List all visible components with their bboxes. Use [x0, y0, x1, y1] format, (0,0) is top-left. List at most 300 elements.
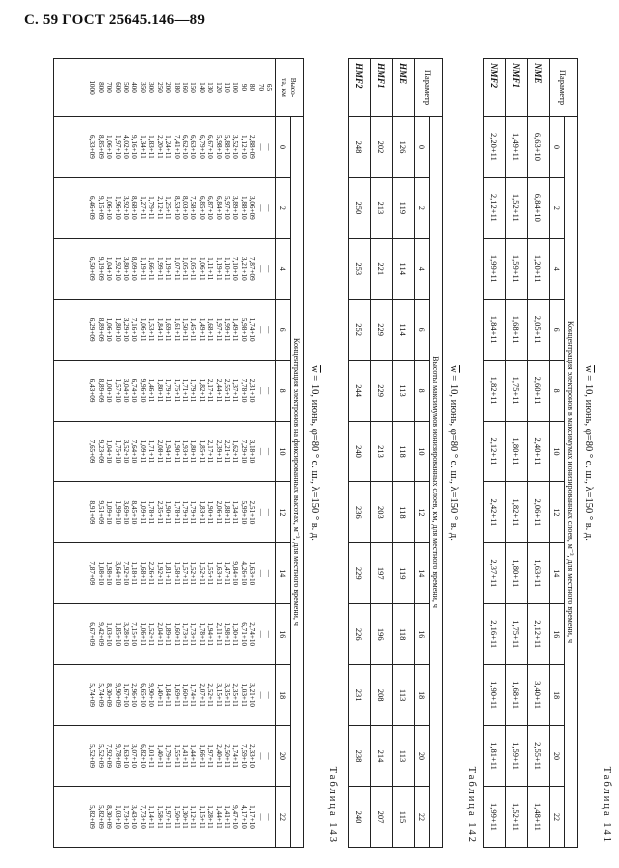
- concentration-value: 1,97+11: [214, 317, 223, 342]
- concentration-value: 2,12+11: [155, 196, 164, 220]
- concentration-value: —: [265, 752, 273, 760]
- table-142-label: Таблица 142: [466, 766, 477, 844]
- concentration-value: 1,73+11: [189, 622, 198, 646]
- value-cell: 240: [349, 786, 371, 847]
- concentration-value: 1,80+11: [189, 439, 198, 464]
- concentration-value: 1,07+11: [172, 256, 181, 281]
- concentration-value: 9,90+09: [113, 683, 122, 708]
- table-142-subtitle: $\overline{w} = 10$, июнь, φ=80 ° с. ш., λ=150 ° в. д.: [448, 365, 459, 541]
- concentration-value: 1,97+11: [164, 805, 173, 829]
- concentration-value: 1,06+10: [105, 317, 114, 342]
- value-cell: 203: [371, 482, 393, 543]
- concentration-value: 1,83+11: [197, 500, 206, 525]
- concentration-value: —: [265, 143, 273, 151]
- hour-header-cell: 14: [276, 543, 291, 604]
- value-cell: 1,20+11: [528, 238, 550, 299]
- hour-header-cell: 10: [415, 421, 430, 482]
- concentration-value: 4,17+10: [239, 805, 248, 829]
- concentration-column-cell: [54, 117, 276, 178]
- param-name-cell: NMF1: [506, 59, 528, 117]
- height-value: 100: [231, 82, 240, 93]
- concentration-value: 1,97+11: [206, 744, 215, 768]
- value-cell: 236: [349, 482, 371, 543]
- concentration-value: 1,34+11: [231, 500, 240, 525]
- value-cell: 250: [349, 177, 371, 238]
- hour-header-cell: 4: [415, 238, 430, 299]
- concentration-value: 1,44+11: [214, 805, 223, 829]
- concentration-value: 1,82+11: [197, 378, 206, 403]
- hour-header-cell: 18: [415, 665, 430, 726]
- concentration-value: 2,11+11: [214, 622, 223, 646]
- concentration-value: 1,09+10: [105, 500, 114, 525]
- value-cell: 229: [371, 299, 393, 360]
- concentration-value: 1,78+11: [147, 500, 156, 525]
- concentration-value: 1,09+11: [138, 439, 147, 464]
- concentration-value: 1,75+11: [172, 378, 181, 403]
- value-cell: 252: [349, 299, 371, 360]
- concentration-value: 2,88+09: [248, 135, 257, 159]
- concentration-value: 1,12+10: [239, 135, 248, 159]
- value-cell: 118: [393, 604, 415, 665]
- hour-header-cell: 18: [550, 665, 565, 726]
- concentration-value: 2,33+10: [248, 744, 257, 768]
- value-cell: 248: [349, 117, 371, 178]
- concentration-value: 8,68+10: [130, 195, 139, 220]
- table-142-body: [349, 59, 415, 848]
- concentration-value: 6,85+10: [197, 195, 206, 220]
- concentration-value: 6,29+09: [88, 317, 97, 342]
- table-141: [483, 58, 578, 848]
- hour-header-cell: 0: [415, 117, 430, 178]
- concentration-value: 1,79+11: [147, 196, 156, 220]
- value-cell: 1,99+11: [484, 238, 506, 299]
- concentration-value: —: [256, 204, 265, 212]
- concentration-value: 3,35+11: [222, 683, 231, 707]
- hour-header-cell: 8: [415, 360, 430, 421]
- concentration-value: —: [265, 813, 273, 821]
- concentration-value: 7,59+10: [239, 744, 248, 768]
- concentration-value: 1,28+11: [206, 805, 215, 829]
- hour-header-cell: 14: [550, 543, 565, 604]
- concentration-value: 1,14+11: [147, 805, 156, 829]
- concentration-value: 1,15+11: [197, 805, 206, 829]
- concentration-value: 6,63+10: [189, 135, 198, 159]
- concentration-value: —: [265, 508, 273, 516]
- height-value: 70: [256, 83, 265, 92]
- table-141-body: [484, 59, 550, 848]
- value-cell: 2,12+11: [484, 177, 506, 238]
- concentration-column-cell: [54, 360, 276, 421]
- concentration-value: 1,81+11: [164, 561, 173, 586]
- concentration-value: 1,19+11: [214, 256, 223, 281]
- table-row: [506, 59, 528, 848]
- concentration-value: 1,18+11: [130, 561, 139, 586]
- param-name-cell: HMF1: [371, 59, 393, 117]
- concentration-value: 3,52+10: [231, 135, 240, 159]
- value-cell: 229: [371, 360, 393, 421]
- concentration-value: 1,10+11: [222, 256, 231, 281]
- concentration-value: 9,84+10: [231, 561, 240, 586]
- concentration-value: 1,75+10: [113, 439, 122, 464]
- concentration-column-cell: [54, 786, 276, 847]
- value-cell: 1,99+11: [484, 786, 506, 847]
- concentration-column-cell: [54, 299, 276, 360]
- concentration-value: 1,30+11: [231, 622, 240, 646]
- concentration-value: 1,44+11: [189, 744, 198, 768]
- rotated-page-content: [37, 58, 612, 848]
- concentration-value: 1,98+10: [105, 561, 114, 586]
- height-value: 600: [113, 82, 122, 93]
- concentration-value: 1,84+11: [155, 317, 164, 342]
- concentration-value: 2,17+11: [206, 378, 215, 403]
- concentration-value: —: [256, 630, 265, 638]
- concentration-value: 3,69+10: [122, 500, 131, 525]
- table-row: [371, 59, 393, 848]
- hour-header-cell: 22: [550, 786, 565, 847]
- value-cell: 1,81+11: [484, 726, 506, 787]
- concentration-value: 1,66+11: [197, 744, 206, 768]
- concentration-value: 5,88+10: [222, 135, 231, 159]
- table-row: [484, 59, 506, 848]
- concentration-value: 1,47+11: [222, 561, 231, 586]
- hour-header-cell: 2: [415, 177, 430, 238]
- concentration-value: 9,19+09: [96, 256, 105, 281]
- value-cell: 1,75+11: [506, 604, 528, 665]
- concentration-value: 2,26+11: [147, 561, 156, 586]
- concentration-value: 2,20+11: [155, 135, 164, 159]
- value-cell: 114: [393, 299, 415, 360]
- value-cell: 2,60+11: [528, 360, 550, 421]
- hour-header-cell: 12: [276, 482, 291, 543]
- concentration-value: 5,82+09: [96, 805, 105, 829]
- concentration-value: 2,39+11: [214, 439, 223, 464]
- concentration-value: 1,41+11: [222, 805, 231, 829]
- concentration-value: 1,05+11: [189, 256, 198, 281]
- table-caption: Концентрация электронов на фиксированных высотах, м⁻³, для местного времени, ч: [291, 117, 304, 848]
- concentration-value: 8,03+10: [180, 195, 189, 220]
- concentration-value: 7,41+10: [172, 135, 181, 159]
- concentration-value: 6,62+10: [180, 135, 189, 159]
- concentration-value: 1,17+10: [248, 805, 257, 829]
- hour-header-cell: 20: [276, 726, 291, 787]
- page-header: С. 59 ГОСТ 25645.146—89: [24, 12, 206, 28]
- concentration-value: 5,52+09: [96, 744, 105, 768]
- concentration-value: 1,79+11: [164, 744, 173, 768]
- concentration-value: 8,89+09: [96, 378, 105, 403]
- concentration-value: 5,98+10: [239, 317, 248, 342]
- concentration-value: 1,00+10: [105, 378, 114, 403]
- concentration-value: 7,58+10: [189, 195, 198, 220]
- hour-header-cell: 22: [276, 786, 291, 847]
- concentration-value: 2,17+11: [206, 439, 215, 464]
- concentration-value: 1,57+11: [180, 561, 189, 586]
- concentration-value: 1,74+11: [231, 744, 240, 768]
- height-value: 200: [164, 82, 173, 93]
- concentration-value: 2,35+11: [231, 683, 240, 707]
- concentration-value: 1,49+11: [231, 317, 240, 342]
- concentration-value: 1,73+10: [122, 805, 131, 829]
- concentration-value: 3,18+10: [248, 439, 257, 464]
- value-cell: 226: [349, 604, 371, 665]
- table-141-subtitle: $\overline{w} = 10$, июнь, φ=80 ° с. ш., λ=150 ° в. д.: [583, 365, 594, 541]
- value-cell: 126: [393, 117, 415, 178]
- height-value: 110: [222, 82, 231, 93]
- concentration-value: —: [256, 691, 265, 699]
- concentration-value: 7,10+10: [231, 256, 240, 281]
- concentration-value: 1,52+11: [197, 561, 206, 586]
- hour-header-cell: 0: [550, 117, 565, 178]
- value-cell: 238: [349, 726, 371, 787]
- value-cell: 118: [393, 421, 415, 482]
- value-cell: 229: [349, 543, 371, 604]
- concentration-value: 1,94+11: [164, 439, 173, 464]
- height-value: 120: [214, 82, 223, 93]
- concentration-value: 3,89+10: [231, 195, 240, 220]
- value-cell: 2,55+11: [528, 726, 550, 787]
- concentration-value: 1,80+11: [155, 378, 164, 403]
- concentration-value: 6,67+10: [206, 135, 215, 159]
- value-cell: 6,63+10: [528, 117, 550, 178]
- value-cell: 253: [349, 238, 371, 299]
- value-cell: 1,84+11: [484, 299, 506, 360]
- concentration-value: 1,06+11: [138, 622, 147, 646]
- concentration-value: 1,69+11: [164, 317, 173, 342]
- concentration-value: 1,25+11: [164, 196, 173, 220]
- concentration-value: 1,04+10: [105, 439, 114, 464]
- concentration-value: 2,04+11: [155, 622, 164, 646]
- concentration-value: 9,16+10: [130, 135, 139, 159]
- hours-header-row: [415, 59, 430, 848]
- concentration-value: 1,68+11: [206, 317, 215, 342]
- concentration-value: 1,01+11: [147, 744, 156, 768]
- param-name-cell: NME: [528, 59, 550, 117]
- concentration-value: 6,84+10: [214, 195, 223, 220]
- concentration-value: 1,06+10: [105, 135, 114, 159]
- value-cell: 1,68+11: [506, 299, 528, 360]
- concentration-column-cell: [54, 543, 276, 604]
- concentration-value: 1,71+11: [147, 439, 156, 464]
- concentration-value: 5,99+10: [239, 500, 248, 525]
- value-cell: 1,82+11: [484, 360, 506, 421]
- value-cell: 115: [393, 786, 415, 847]
- concentration-value: 1,58+11: [155, 805, 164, 829]
- value-cell: 208: [371, 665, 393, 726]
- concentration-value: 7,78+10: [239, 378, 248, 403]
- concentration-value: 9,90+10: [147, 683, 156, 708]
- hour-header-cell: 10: [550, 421, 565, 482]
- concentration-column-cell: [54, 177, 276, 238]
- param-name-cell: HMF2: [349, 59, 371, 117]
- concentration-value: 1,83+11: [147, 135, 156, 159]
- value-cell: 2,16+11: [484, 604, 506, 665]
- concentration-value: —: [265, 386, 273, 395]
- concentration-value: 8,09+10: [130, 256, 139, 281]
- table-143-body: [54, 59, 276, 848]
- concentration-value: 1,66+11: [147, 256, 156, 281]
- concentration-value: —: [265, 691, 273, 699]
- value-cell: 113: [393, 360, 415, 421]
- value-cell: 113: [393, 726, 415, 787]
- concentration-value: 3,07+10: [130, 744, 139, 768]
- concentration-value: 1,60+11: [172, 622, 181, 646]
- hours-header-row: [550, 59, 565, 848]
- concentration-value: 6,46+09: [88, 195, 97, 220]
- value-cell: 1,90+11: [484, 665, 506, 726]
- heights-cell: [54, 59, 276, 117]
- concentration-value: 8,30+09: [105, 805, 114, 829]
- concentration-value: 3,64+10: [113, 561, 122, 586]
- concentration-value: 7,87+09: [88, 561, 97, 586]
- concentration-value: 1,63+10: [122, 744, 131, 768]
- value-cell: 2,12+11: [528, 604, 550, 665]
- concentration-value: 1,40+11: [155, 683, 164, 707]
- concentration-value: 1,06+11: [138, 317, 147, 342]
- hour-header-cell: 16: [415, 604, 430, 665]
- concentration-value: 5,52+09: [88, 744, 97, 768]
- concentration-column-cell: [54, 665, 276, 726]
- hour-header-cell: 16: [276, 604, 291, 665]
- concentration-value: 1,71+11: [180, 378, 189, 403]
- concentration-column-cell: [54, 604, 276, 665]
- value-cell: 221: [371, 238, 393, 299]
- concentration-value: 1,37+11: [231, 378, 240, 403]
- concentration-value: 1,09+11: [138, 500, 147, 525]
- table-row: [54, 59, 276, 848]
- concentration-value: 2,40+11: [214, 744, 223, 768]
- concentration-value: 5,97+10: [222, 195, 231, 220]
- concentration-value: 1,74+10: [248, 317, 257, 342]
- concentration-value: 1,34+11: [138, 135, 147, 159]
- concentration-value: —: [265, 265, 273, 273]
- height-value: 250: [155, 82, 164, 93]
- concentration-value: 1,57+10: [113, 378, 122, 403]
- value-cell: 118: [393, 482, 415, 543]
- value-cell: 213: [371, 177, 393, 238]
- table-row: [349, 59, 371, 848]
- height-value: 140: [197, 82, 206, 93]
- concentration-value: —: [256, 752, 265, 760]
- concentration-value: 1,03+10: [113, 805, 122, 829]
- concentration-value: 9,15+09: [96, 195, 105, 220]
- concentration-value: 3,29+10: [122, 317, 131, 342]
- concentration-value: 1,11+11: [206, 257, 215, 281]
- concentration-value: 1,88+10: [239, 195, 248, 220]
- value-cell: 6,84+10: [528, 177, 550, 238]
- concentration-column-cell: [54, 238, 276, 299]
- value-cell: 2,37+11: [484, 543, 506, 604]
- concentration-value: 2,07+11: [197, 683, 206, 707]
- value-cell: 1,52+11: [506, 177, 528, 238]
- concentration-value: 1,84+11: [164, 683, 173, 707]
- concentration-value: —: [256, 569, 265, 577]
- concentration-value: 1,97+10: [113, 135, 122, 159]
- concentration-value: 3,04+10: [122, 378, 131, 403]
- value-cell: 1,82+11: [506, 482, 528, 543]
- hour-header-cell: 2: [276, 177, 291, 238]
- concentration-value: 1,92+11: [155, 561, 164, 586]
- concentration-value: 1,50+11: [172, 805, 181, 829]
- concentration-value: 6,82+10: [138, 744, 147, 768]
- concentration-value: 1,88+11: [222, 500, 231, 525]
- concentration-value: 1,78+11: [197, 622, 206, 646]
- hour-header-cell: 0: [276, 117, 291, 178]
- concentration-value: 6,33+09: [88, 135, 97, 159]
- value-cell: 2,40+11: [528, 421, 550, 482]
- hour-header-cell: 4: [550, 238, 565, 299]
- concentration-value: 1,60+11: [180, 683, 189, 707]
- concentration-value: 1,05+11: [180, 256, 189, 281]
- value-cell: 113: [393, 665, 415, 726]
- concentration-value: 8,45+10: [130, 500, 139, 525]
- hours-header-row: [276, 59, 291, 848]
- height-value: 300: [147, 82, 156, 93]
- concentration-value: 1,80+10: [113, 317, 122, 342]
- height-value: 350: [138, 82, 147, 93]
- concentration-value: 1,19+11: [138, 256, 147, 281]
- concentration-value: 8,91+09: [88, 500, 97, 525]
- concentration-value: 1,92+10: [113, 256, 122, 281]
- value-cell: 2,05+11: [528, 299, 550, 360]
- concentration-value: 1,04+10: [105, 256, 114, 281]
- value-cell: 1,75+11: [506, 360, 528, 421]
- concentration-value: 1,79+11: [164, 378, 173, 403]
- concentration-value: 2,52+11: [206, 683, 215, 707]
- concentration-value: 1,52+11: [189, 561, 198, 586]
- hour-header-cell: 10: [276, 421, 291, 482]
- value-cell: 1,59+11: [506, 726, 528, 787]
- concentration-value: 2,21+11: [222, 439, 231, 464]
- height-value: 80: [248, 83, 257, 92]
- concentration-value: 1,19+11: [164, 256, 173, 281]
- concentration-value: —: [265, 204, 273, 212]
- table-caption: Высоты максимумов ионизированных слоев, км, для местного времени, ч: [430, 117, 443, 848]
- concentration-value: 2,06+11: [214, 500, 223, 525]
- concentration-value: 3,52+10: [122, 439, 131, 464]
- concentration-value: 1,94+11: [206, 622, 215, 646]
- concentration-value: 7,15+10: [130, 622, 139, 647]
- value-cell: 196: [371, 604, 393, 665]
- concentration-value: 1,89+11: [164, 622, 173, 646]
- concentration-value: 5,82+09: [88, 805, 97, 829]
- concentration-value: 1,99+10: [113, 500, 122, 525]
- concentration-value: 1,79+11: [189, 500, 198, 525]
- value-cell: 2,20+11: [484, 117, 506, 178]
- height-value: 65: [265, 83, 273, 92]
- concentration-value: 7,92+09: [105, 744, 114, 768]
- concentration-value: 3,06+09: [248, 195, 257, 220]
- hour-header-cell: 14: [415, 543, 430, 604]
- concentration-value: 1,40+11: [155, 744, 164, 768]
- value-cell: 1,68+11: [506, 665, 528, 726]
- concentration-value: —: [256, 508, 265, 516]
- table-143-subtitle: $\overline{w} = 10$, июнь, φ=80 ° с. ш., λ=150 ° в. д.: [309, 365, 320, 541]
- concentration-value: 8,89+09: [96, 317, 105, 342]
- concentration-value: 2,35+11: [155, 500, 164, 525]
- value-cell: 207: [371, 786, 393, 847]
- concentration-value: 9,47+10: [231, 805, 240, 829]
- concentration-value: 6,65+10: [138, 683, 147, 708]
- hour-header-cell: 8: [276, 360, 291, 421]
- concentration-value: 1,55+11: [172, 744, 181, 768]
- concentration-value: 1,46+11: [147, 378, 156, 403]
- concentration-column-cell: [54, 726, 276, 787]
- hour-header-cell: 6: [550, 299, 565, 360]
- concentration-value: 6,43+09: [88, 378, 97, 403]
- concentration-value: 2,08+11: [155, 439, 164, 464]
- concentration-value: 2,74+10: [248, 622, 257, 647]
- concentration-value: —: [265, 569, 273, 577]
- concentration-value: 1,58+11: [172, 561, 181, 586]
